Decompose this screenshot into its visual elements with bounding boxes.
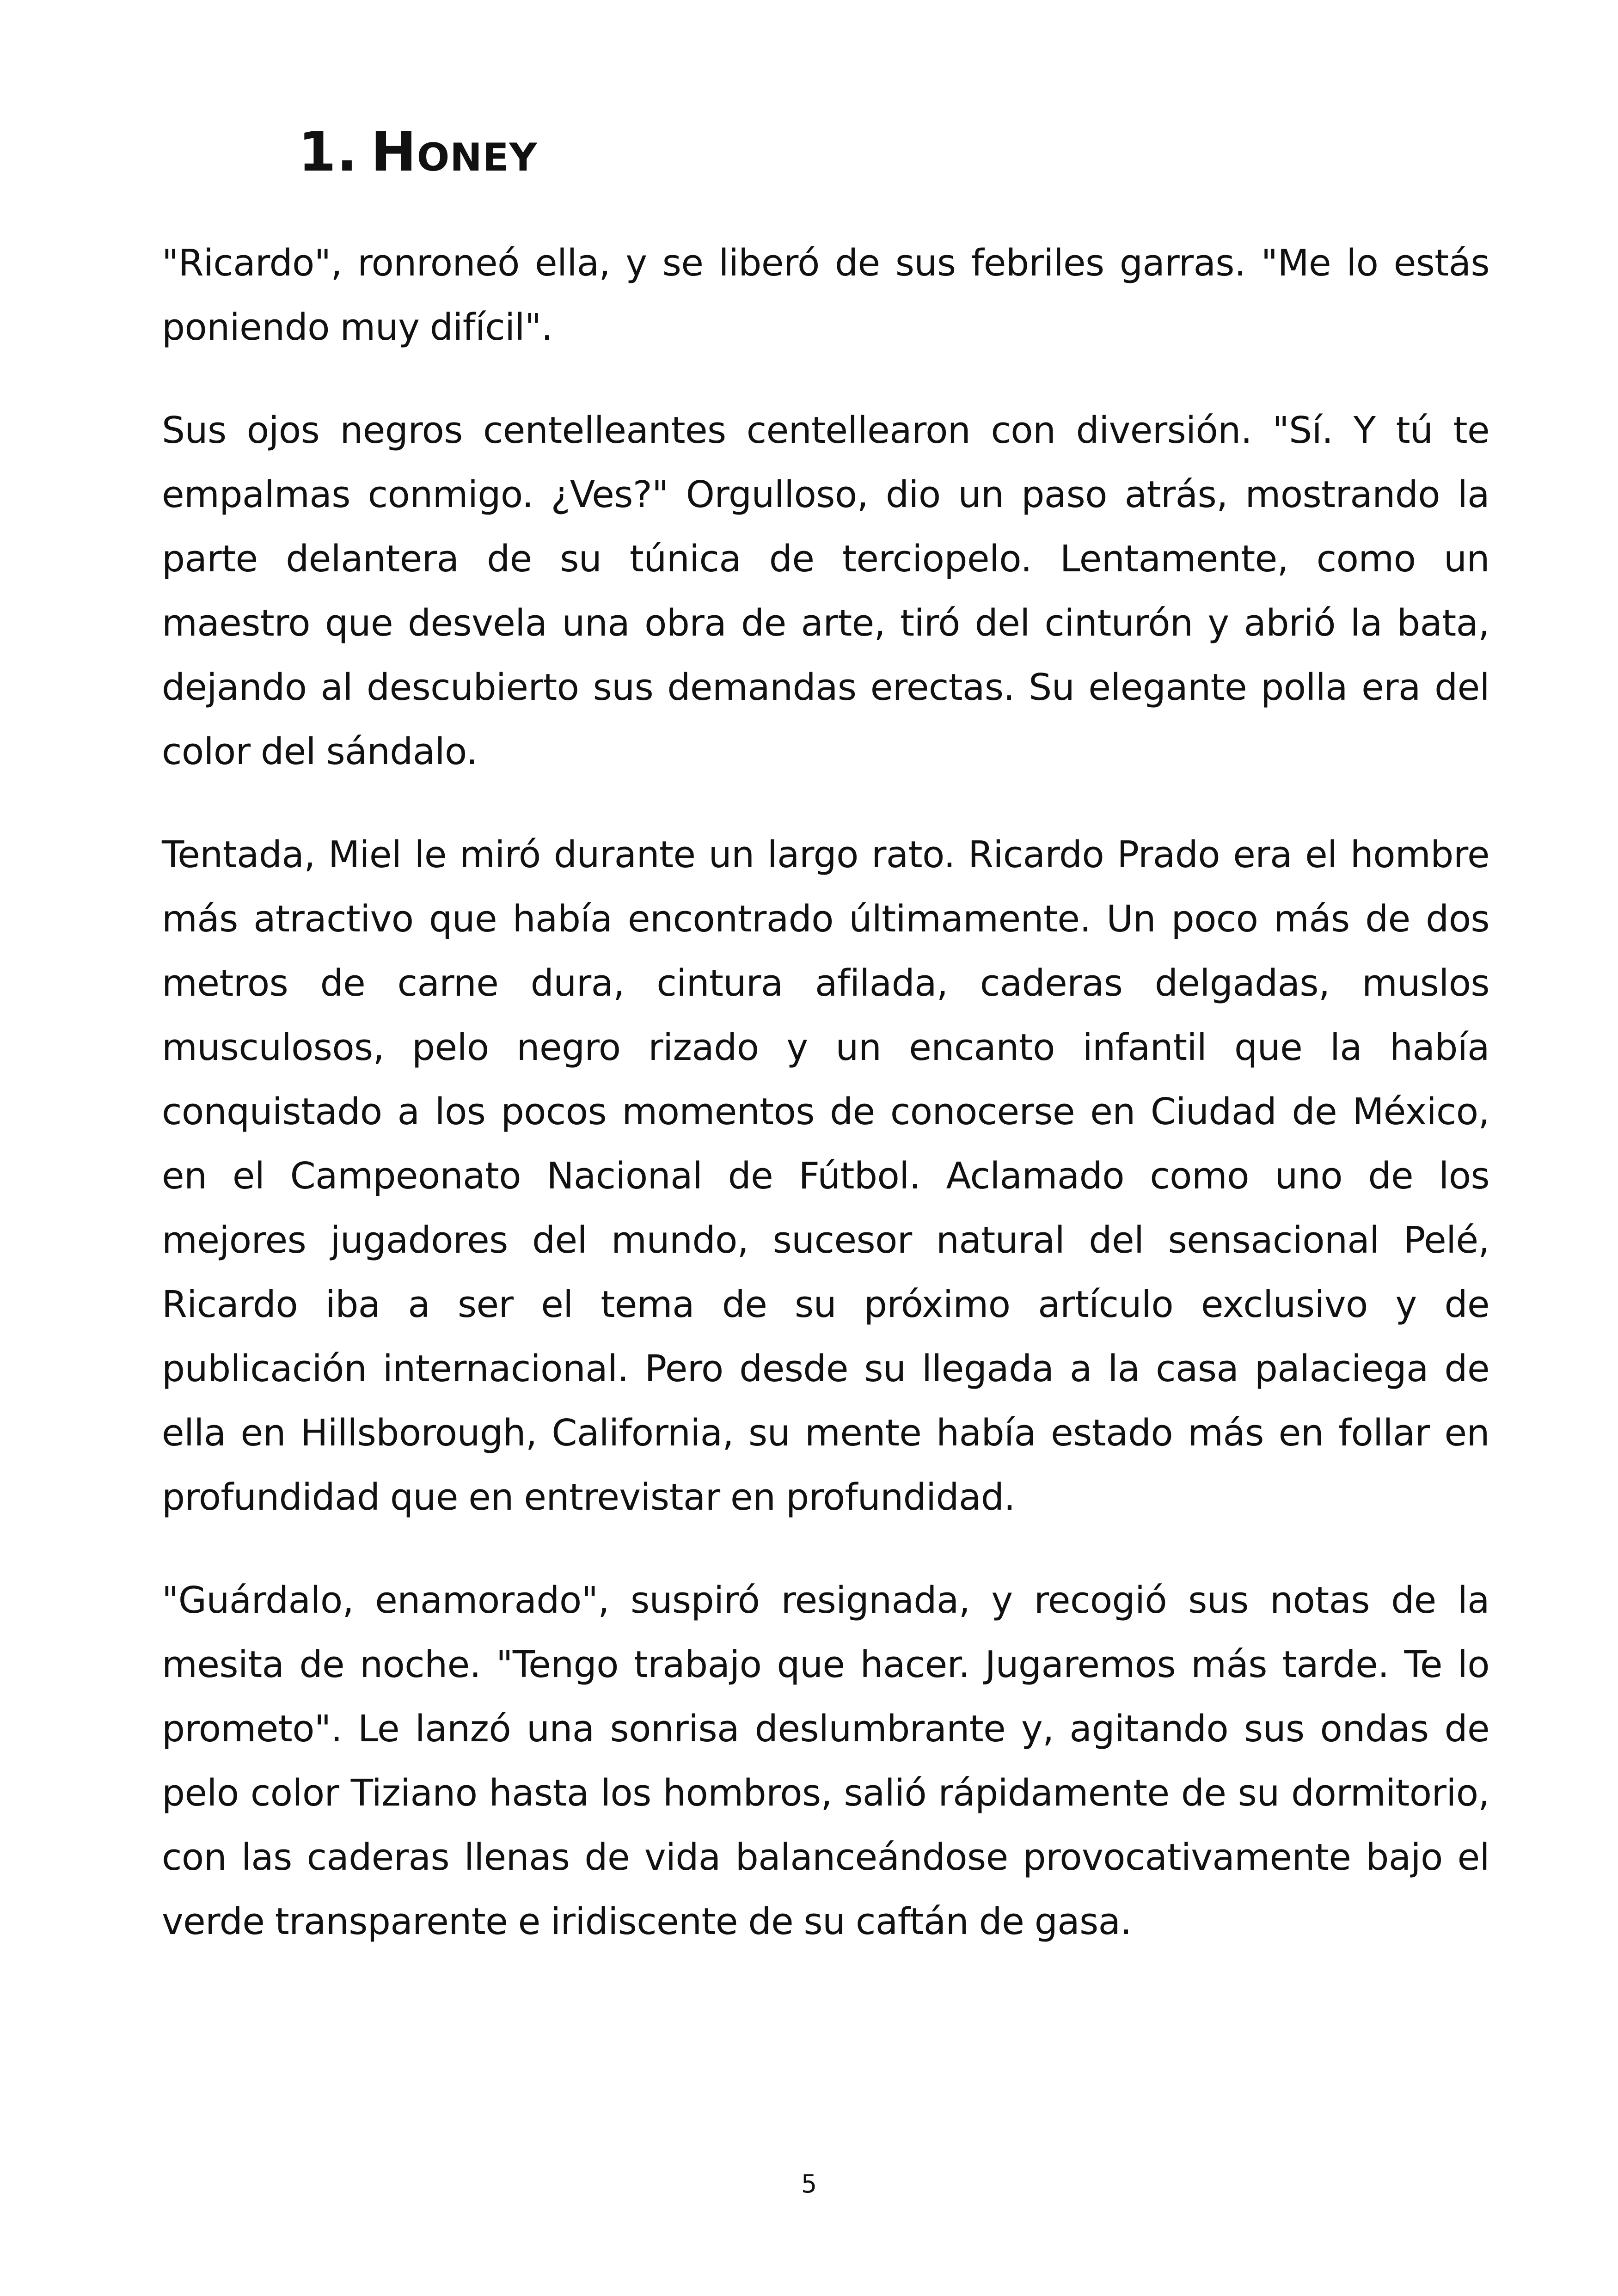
paragraph-4: "Guárdalo, enamorado", suspiró resignada, y recogió sus notas de la mesita de noche. "Tengo trabajo que hacer. Jugaremos más tarde. Te lo prometo". Le lanzó una sonrisa deslumbrante y, agitando sus ondas de pelo color Tiziano hasta los hombros, salió rápidamente de su dormitorio, con las caderas llenas de vida balanceándose provocativamente bajo el verde transparente e iridiscente de su caftán de gasa.	[162, 1579, 1489, 1943]
chapter-number: 1.	[298, 120, 358, 184]
body-text	[162, 231, 1489, 1993]
chapter-name: Honey	[370, 120, 538, 184]
paragraph-2: Sus ojos negros centelleantes centellearon con diversión. "Sí. Y tú te empalmas conmigo. ¿Ves?" Orgulloso, dio un paso atrás, mostrando la parte delantera de su túnica de terciopelo. Lentamente, como un maestro que desvela una obra de arte, tiró del cinturón y abrió la bata, dejando al descubierto sus demandas erectas. Su elegante polla era del color del sándalo.	[162, 409, 1489, 773]
chapter-title	[298, 115, 538, 189]
paragraph-1: "Ricardo", ronroneó ella, y se liberó de sus febriles garras. "Me lo estás poniendo muy difícil".	[162, 242, 1489, 349]
paragraph-3: Tentada, Miel le miró durante un largo rato. Ricardo Prado era el hombre más atractivo que había encontrado últimamente. Un poco más de dos metros de carne dura, cintura afilada, caderas delgadas, muslos musculosos, pelo negro rizado y un encanto infantil que la había conquistado a los pocos momentos de conocerse en Ciudad de México, en el Campeonato Nacional de Fútbol. Aclamado como uno de los mejores jugadores del mundo, sucesor natural del sensacional Pelé, Ricardo iba a ser el tema de su próximo artículo exclusivo y de publicación internacional. Pero desde su llegada a la casa palaciega de ella en Hillsborough, California, su mente había estado más en follar en profundidad que en entrevistar en profundidad.	[162, 833, 1489, 1518]
page-number: 5	[801, 2169, 817, 2198]
